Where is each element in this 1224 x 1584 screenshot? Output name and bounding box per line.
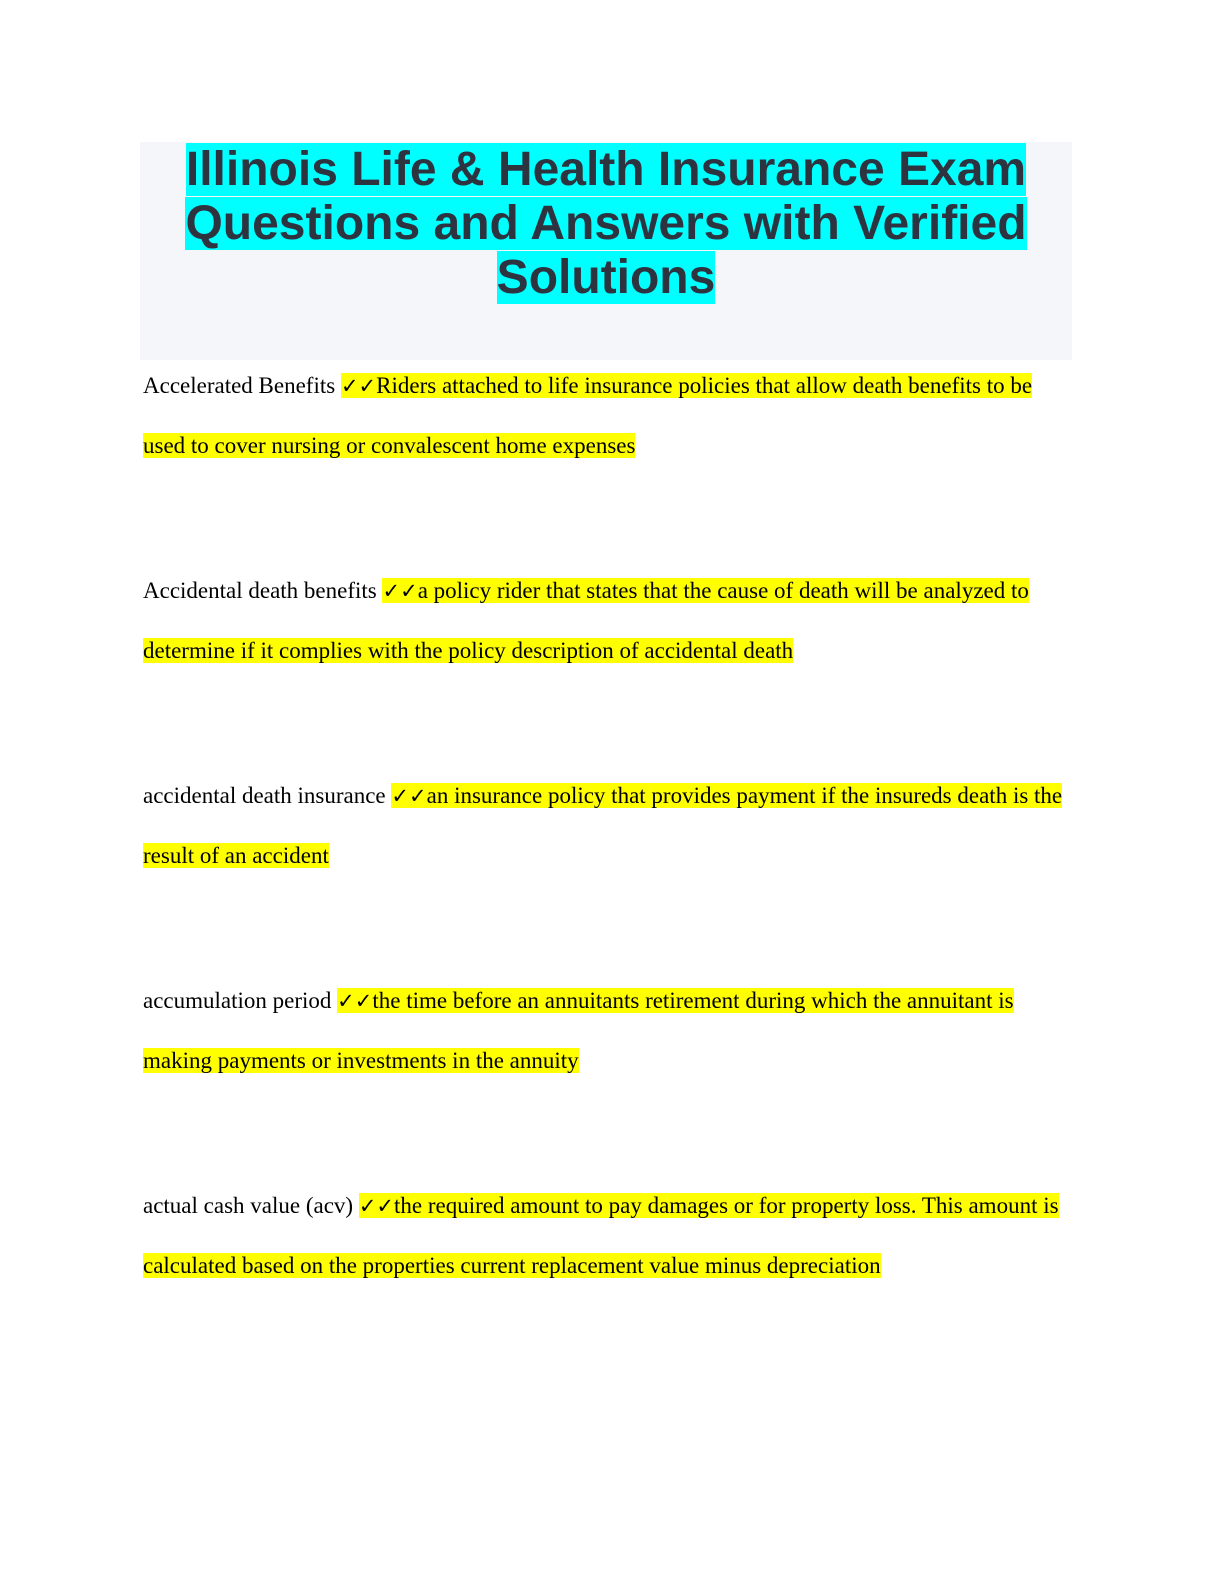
qa-entry [143,1176,1073,1295]
definition: a policy rider that states that the cause of death will be analyzed to determine if it complies with the policy description of accidental death [143,578,1029,663]
qa-entry [143,561,1073,680]
check-icon: ✓✓ [382,579,418,603]
qa-entry [143,356,1073,475]
definition: Riders attached to life insurance policies that allow death benefits to be used to cover nursing or convalescent home expenses [143,373,1033,458]
definition: the required amount to pay damages or for property loss. This amount is calculated based on the properties current replacement value minus depreciation [143,1193,1059,1278]
title-highlight: Illinois Life & Health Insurance Exam Questions and Answers with Verified Solutions [185,143,1027,304]
qa-entry [143,971,1073,1090]
check-icon: ✓✓ [358,1194,395,1218]
qa-list [143,356,1073,1381]
term: accidental death insurance [143,783,386,808]
title-block [140,142,1072,360]
document-title [140,142,1072,305]
qa-entry [143,766,1073,885]
check-icon: ✓✓ [391,784,427,808]
check-icon: ✓✓ [340,374,377,398]
term: actual cash value (acv) [143,1193,354,1218]
term: Accidental death benefits [143,578,377,603]
check-icon: ✓✓ [337,989,373,1013]
definition: the time before an annuitants retirement during which the annuitant is making payments or investments in the annuity [143,988,1014,1073]
term: Accelerated Benefits [143,373,336,398]
definition: an insurance policy that provides payment if the insureds death is the result of an accident [143,783,1063,868]
term: accumulation period [143,988,332,1013]
